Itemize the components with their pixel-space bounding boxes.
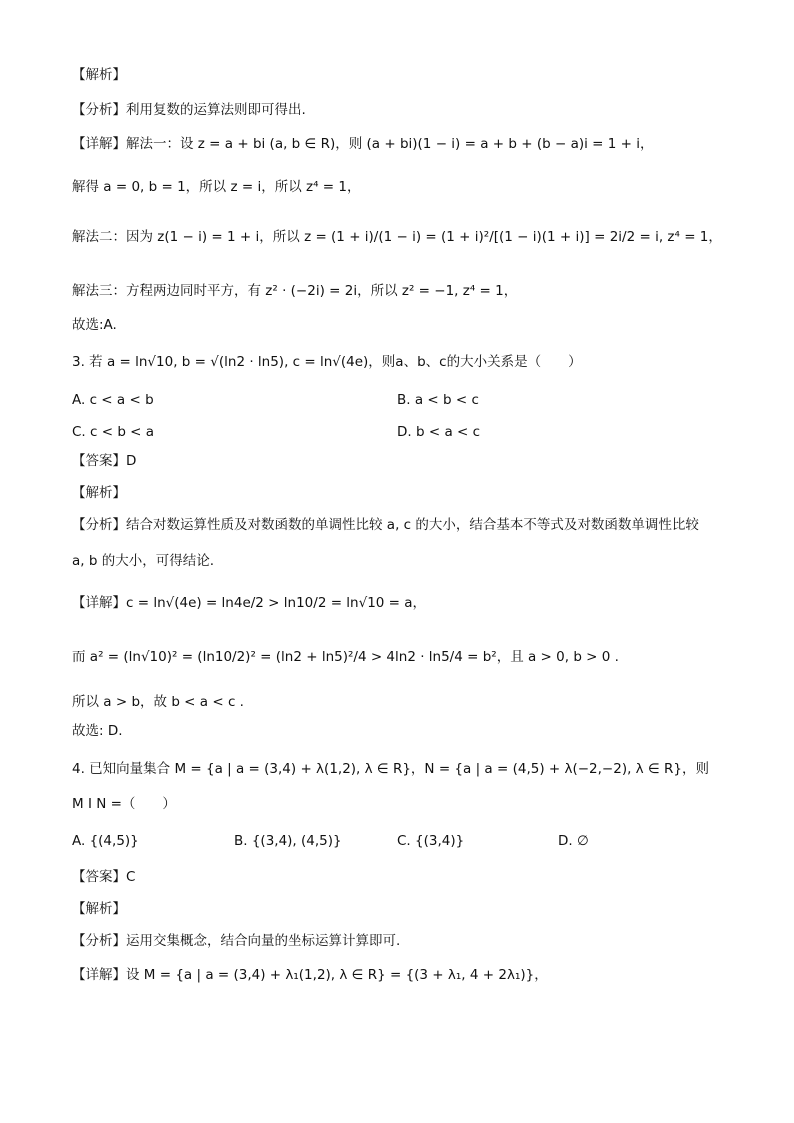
detail-method-3: 解法三：方程两边同时平方，有 z² · (−2i) = 2i，所以 z² = −1, z⁴ = 1， bbox=[72, 283, 518, 299]
q3-option-d: D. b < a < c bbox=[397, 424, 481, 440]
section-label-jiexi: 【解析】 bbox=[72, 67, 126, 83]
detail-method-2: 解法二：因为 z(1 − i) = 1 + i，所以 z = (1 + i)/(1 − i) = (1 + i)²/[(1 − i)(1 + i)] = 2i/2 = i, z⁴ = 1， bbox=[72, 229, 722, 245]
q3-answer: 【答案】D bbox=[72, 453, 137, 469]
question-4-stem-line-2: M I N =（ ） bbox=[72, 796, 176, 812]
q3-detail-line-3: 所以 a > b，故 b < a < c . bbox=[72, 694, 244, 710]
question-4-stem-line-1: 4. 已知向量集合 M = {a | a = (3,4) + λ(1,2), λ ∈ R}，N = {a | a = (4,5) + λ(−2,−2), λ ∈ R}，则 bbox=[72, 761, 709, 777]
method-1-result: 解得 a = 0, b = 1，所以 z = i，所以 z⁴ = 1， bbox=[72, 179, 361, 195]
q3-option-b: B. a < b < c bbox=[397, 392, 479, 408]
q4-analysis-line: 【分析】运用交集概念，结合向量的坐标运算计算即可. bbox=[72, 933, 401, 949]
detail-method-1: 【详解】解法一：设 z = a + bi (a, b ∈ R)，则 (a + bi)(1 − i) = a + b + (b − a)i = 1 + i， bbox=[72, 136, 654, 152]
q3-option-a: A. c < a < b bbox=[72, 392, 154, 408]
q4-section-label-jiexi: 【解析】 bbox=[72, 901, 126, 917]
q3-analysis-line-2: a, b 的大小，可得结论. bbox=[72, 553, 215, 569]
q4-option-c: C. {(3,4)} bbox=[397, 833, 465, 849]
answer-choice-line: 故选:A. bbox=[72, 317, 117, 333]
q3-detail-line-2: 而 a² = (ln√10)² = (ln10/2)² = (ln2 + ln5)²/4 > 4ln2 · ln5/4 = b²，且 a > 0, b > 0 . bbox=[72, 649, 619, 665]
q4-answer: 【答案】C bbox=[72, 869, 136, 885]
q3-analysis-line-1: 【分析】结合对数运算性质及对数函数的单调性比较 a, c 的大小，结合基本不等式及对数函数单调性比较 bbox=[72, 517, 699, 533]
analysis-line: 【分析】利用复数的运算法则即可得出. bbox=[72, 102, 306, 118]
q3-option-c: C. c < b < a bbox=[72, 424, 155, 440]
question-3-stem: 3. 若 a = ln√10, b = √(ln2 · ln5), c = ln√(4e)，则a、b、c的大小关系是（ ） bbox=[72, 354, 582, 370]
q3-section-label-jiexi: 【解析】 bbox=[72, 485, 126, 501]
q3-detail-line-1: 【详解】c = ln√(4e) = ln4e/2 > ln10/2 = ln√10 = a， bbox=[72, 595, 427, 611]
q3-answer-choice-line: 故选: D. bbox=[72, 723, 123, 739]
q4-option-a: A. {(4,5)} bbox=[72, 833, 139, 849]
q4-option-d: D. ∅ bbox=[558, 833, 589, 849]
q4-option-b: B. {(3,4), (4,5)} bbox=[234, 833, 342, 849]
q4-detail-line: 【详解】设 M = {a | a = (3,4) + λ₁(1,2), λ ∈ R} = {(3 + λ₁, 4 + 2λ₁)}， bbox=[72, 967, 548, 983]
